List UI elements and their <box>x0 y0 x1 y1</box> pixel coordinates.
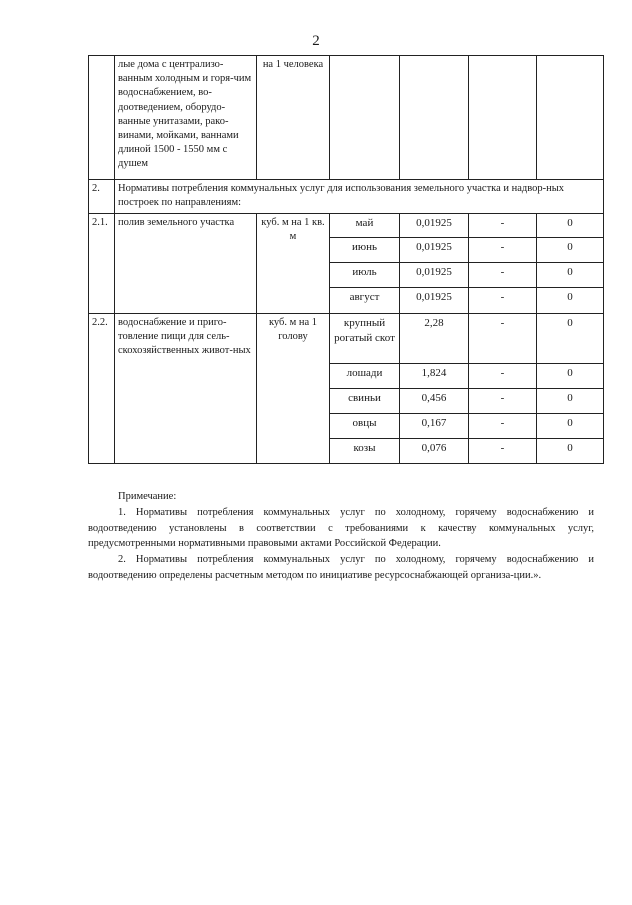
animal-label: козы <box>330 439 400 464</box>
month-label: июль <box>330 263 400 288</box>
norm-value: 0,456 <box>400 389 469 414</box>
section-title: Нормативы потребления коммунальных услуг для использования земельного участка и надвор-ных построек по направлениям: <box>115 180 604 214</box>
notes-section <box>88 489 594 584</box>
dash-value: - <box>469 414 537 439</box>
zero-value: 0 <box>537 389 604 414</box>
dash-value: - <box>469 288 537 314</box>
month-label: июнь <box>330 238 400 263</box>
month-label: август <box>330 288 400 314</box>
page-number: 2 <box>312 33 320 49</box>
norm-value: 0,01925 <box>400 263 469 288</box>
animal-label: лошади <box>330 364 400 389</box>
dash-value: - <box>469 263 537 288</box>
norm-value: 1,824 <box>400 364 469 389</box>
zero-value: 0 <box>537 314 604 364</box>
dash-value: - <box>469 314 537 364</box>
dash-value: - <box>469 364 537 389</box>
section-2-row <box>89 180 604 214</box>
animal-label: овцы <box>330 414 400 439</box>
zero-value: 0 <box>537 263 604 288</box>
dash-value: - <box>469 238 537 263</box>
norm-value: 2,28 <box>400 314 469 364</box>
zero-value: 0 <box>537 414 604 439</box>
table-row <box>89 214 604 238</box>
service-name: водоснабжение и приго-товление пищи для сель-скохозяйственных живот-ных <box>115 314 257 464</box>
unit-cell: куб. м на 1 голову <box>257 314 330 464</box>
norm-value: 0,01925 <box>400 214 469 238</box>
service-name: полив земельного участка <box>115 214 257 314</box>
empty-cell <box>400 56 469 180</box>
zero-value: 0 <box>537 439 604 464</box>
dash-value: - <box>469 439 537 464</box>
norm-value: 0,167 <box>400 414 469 439</box>
dash-value: - <box>469 389 537 414</box>
row-number: 2.1. <box>89 214 115 314</box>
month-label: май <box>330 214 400 238</box>
note-1: 1. Нормативы потребления коммунальных услуг по холодному, горячему водоснабжению и водоотведению установлены в соответствии с требованиями к качеству коммунальных услуг, предусмотренными нормативными правовыми актами Российской Федерации. <box>88 506 594 550</box>
unit-cell: на 1 человека <box>257 56 330 180</box>
norm-value: 0,076 <box>400 439 469 464</box>
zero-value: 0 <box>537 288 604 314</box>
unit-cell: куб. м на 1 кв. м <box>257 214 330 314</box>
empty-cell <box>469 56 537 180</box>
note-2: 2. Нормативы потребления коммунальных услуг по холодному, горячему водоснабжению и водоотведению определены расчетным методом по инициативе ресурсоснабжающей организа-ции.». <box>88 554 594 581</box>
animal-label: крупный рогатый скот <box>330 314 400 364</box>
continuation-row <box>89 56 604 180</box>
norm-value: 0,01925 <box>400 238 469 263</box>
dash-value: - <box>469 214 537 238</box>
number-cell <box>89 56 115 180</box>
zero-value: 0 <box>537 364 604 389</box>
section-number: 2. <box>89 180 115 214</box>
norms-table <box>88 55 604 464</box>
norm-value: 0,01925 <box>400 288 469 314</box>
animal-label: свиньи <box>330 389 400 414</box>
table-row <box>89 314 604 364</box>
notes-heading: Примечание: <box>118 491 177 502</box>
empty-cell <box>537 56 604 180</box>
row-number: 2.2. <box>89 314 115 464</box>
zero-value: 0 <box>537 238 604 263</box>
empty-cell <box>330 56 400 180</box>
zero-value: 0 <box>537 214 604 238</box>
service-name-cell: лые дома с централизо-ванным холодным и горя-чим водоснабжением, во-доотведением, оборудо-ванные унитазами, рако-винами, мойками, ваннами длиной 1500 - 1550 мм с душем <box>115 56 257 180</box>
